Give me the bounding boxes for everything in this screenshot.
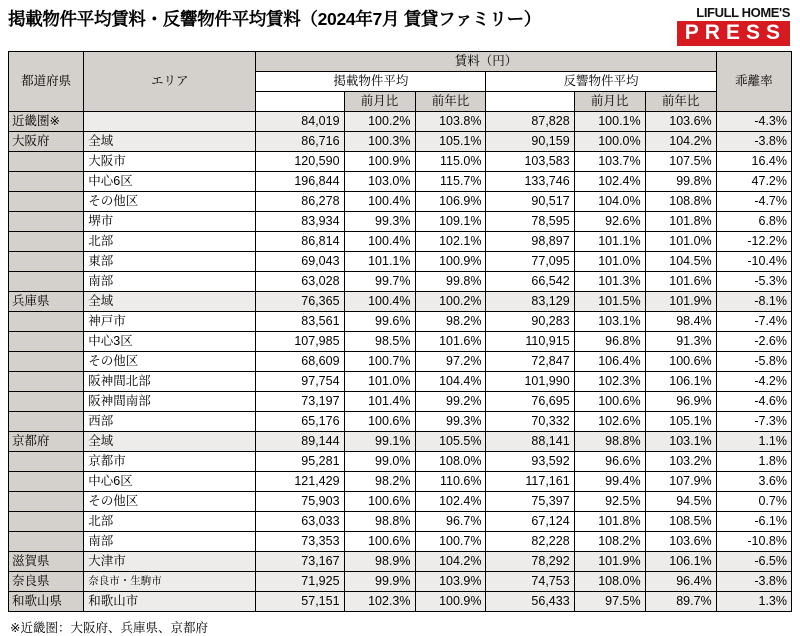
cell-listed: 196,844	[256, 172, 344, 192]
cell-gap: -3.8%	[716, 572, 791, 592]
cell-resp-yoy: 96.9%	[645, 392, 716, 412]
cell-pref	[9, 412, 84, 432]
cell-listed-mom: 101.1%	[344, 252, 415, 272]
cell-listed-yoy: 108.0%	[415, 452, 486, 472]
cell-listed-mom: 99.7%	[344, 272, 415, 292]
cell-gap: 1.3%	[716, 592, 791, 612]
cell-pref	[9, 492, 84, 512]
brand-logo	[677, 6, 792, 46]
logo-line1: LIFULL HOME'S	[696, 5, 790, 20]
cell-resp-yoy: 94.5%	[645, 492, 716, 512]
cell-gap: -5.8%	[716, 352, 791, 372]
cell-listed: 121,429	[256, 472, 344, 492]
table-row	[9, 492, 792, 512]
cell-listed: 71,925	[256, 572, 344, 592]
cell-pref: 滋賀県	[9, 552, 84, 572]
table-row	[9, 432, 792, 452]
th-response-value	[486, 92, 574, 112]
cell-resp-mom: 97.5%	[574, 592, 645, 612]
cell-resp-yoy: 101.6%	[645, 272, 716, 292]
cell-listed: 86,814	[256, 232, 344, 252]
cell-listed: 73,197	[256, 392, 344, 412]
cell-listed-mom: 100.2%	[344, 112, 415, 132]
table-row	[9, 312, 792, 332]
cell-listed-mom: 100.6%	[344, 532, 415, 552]
cell-listed: 73,167	[256, 552, 344, 572]
cell-listed-mom: 99.3%	[344, 212, 415, 232]
cell-gap: 1.1%	[716, 432, 791, 452]
cell-pref	[9, 472, 84, 492]
cell-listed: 65,176	[256, 412, 344, 432]
cell-listed: 63,028	[256, 272, 344, 292]
cell-resp: 78,595	[486, 212, 574, 232]
cell-resp-mom: 100.1%	[574, 112, 645, 132]
cell-resp-mom: 98.8%	[574, 432, 645, 452]
cell-listed: 95,281	[256, 452, 344, 472]
table-row	[9, 212, 792, 232]
cell-listed: 69,043	[256, 252, 344, 272]
cell-resp-mom: 102.6%	[574, 412, 645, 432]
cell-resp-mom: 96.6%	[574, 452, 645, 472]
cell-area: 大阪市	[84, 152, 256, 172]
cell-listed: 84,019	[256, 112, 344, 132]
cell-resp-yoy: 103.6%	[645, 532, 716, 552]
page-title: 掲載物件平均賃料・反響物件平均賃料（2024年7月 賃貸ファミリー）	[8, 9, 541, 29]
cell-resp-mom: 106.4%	[574, 352, 645, 372]
header-bar	[8, 6, 792, 46]
cell-pref	[9, 532, 84, 552]
cell-resp-yoy: 108.8%	[645, 192, 716, 212]
cell-gap: 6.8%	[716, 212, 791, 232]
table-row	[9, 412, 792, 432]
cell-resp: 74,753	[486, 572, 574, 592]
cell-resp: 90,517	[486, 192, 574, 212]
cell-listed-yoy: 100.7%	[415, 532, 486, 552]
cell-listed: 86,716	[256, 132, 344, 152]
cell-listed-yoy: 110.6%	[415, 472, 486, 492]
cell-pref: 兵庫県	[9, 292, 84, 312]
cell-listed: 73,353	[256, 532, 344, 552]
th-area: エリア	[84, 52, 256, 112]
cell-pref	[9, 512, 84, 532]
cell-pref: 奈良県	[9, 572, 84, 592]
cell-listed-mom: 100.3%	[344, 132, 415, 152]
cell-pref: 大阪府	[9, 132, 84, 152]
cell-pref	[9, 352, 84, 372]
cell-gap: -10.4%	[716, 252, 791, 272]
cell-gap: 3.6%	[716, 472, 791, 492]
cell-resp-mom: 96.8%	[574, 332, 645, 352]
cell-resp: 83,129	[486, 292, 574, 312]
cell-resp-yoy: 96.4%	[645, 572, 716, 592]
cell-area: 南部	[84, 272, 256, 292]
cell-area	[84, 112, 256, 132]
cell-resp-yoy: 107.9%	[645, 472, 716, 492]
cell-listed-mom: 99.1%	[344, 432, 415, 452]
cell-area: 京都市	[84, 452, 256, 472]
cell-pref	[9, 192, 84, 212]
cell-resp-mom: 101.0%	[574, 252, 645, 272]
cell-gap: -5.3%	[716, 272, 791, 292]
cell-resp: 67,124	[486, 512, 574, 532]
cell-resp-mom: 103.7%	[574, 152, 645, 172]
cell-gap: -7.4%	[716, 312, 791, 332]
cell-gap: -7.3%	[716, 412, 791, 432]
table-row	[9, 472, 792, 492]
cell-area: その他区	[84, 352, 256, 372]
cell-listed-mom: 100.6%	[344, 492, 415, 512]
cell-resp-mom: 100.0%	[574, 132, 645, 152]
cell-listed-mom: 98.8%	[344, 512, 415, 532]
cell-listed-mom: 98.9%	[344, 552, 415, 572]
cell-resp-yoy: 104.5%	[645, 252, 716, 272]
cell-pref: 和歌山県	[9, 592, 84, 612]
cell-area: 奈良市・生駒市	[84, 572, 256, 592]
cell-area: 中心6区	[84, 172, 256, 192]
cell-listed-yoy: 96.7%	[415, 512, 486, 532]
table-row	[9, 332, 792, 352]
cell-area: 全域	[84, 292, 256, 312]
cell-resp: 76,695	[486, 392, 574, 412]
cell-resp: 87,828	[486, 112, 574, 132]
table-row	[9, 532, 792, 552]
cell-resp: 98,897	[486, 232, 574, 252]
cell-gap: -4.3%	[716, 112, 791, 132]
cell-area: 北部	[84, 232, 256, 252]
cell-gap: -4.7%	[716, 192, 791, 212]
cell-area: 神戸市	[84, 312, 256, 332]
cell-pref	[9, 372, 84, 392]
cell-resp-yoy: 107.5%	[645, 152, 716, 172]
cell-listed: 107,985	[256, 332, 344, 352]
cell-listed-yoy: 99.3%	[415, 412, 486, 432]
cell-resp-yoy: 91.3%	[645, 332, 716, 352]
cell-listed-yoy: 103.9%	[415, 572, 486, 592]
cell-listed-yoy: 115.7%	[415, 172, 486, 192]
table-row	[9, 132, 792, 152]
cell-listed-yoy: 105.1%	[415, 132, 486, 152]
cell-pref	[9, 232, 84, 252]
th-listed-mom: 前月比	[344, 92, 415, 112]
cell-resp: 75,397	[486, 492, 574, 512]
cell-listed-mom: 98.2%	[344, 472, 415, 492]
cell-area: 中心6区	[84, 472, 256, 492]
cell-gap: -4.2%	[716, 372, 791, 392]
cell-listed-mom: 100.7%	[344, 352, 415, 372]
cell-resp-mom: 100.6%	[574, 392, 645, 412]
table-head	[9, 52, 792, 112]
cell-listed-yoy: 103.8%	[415, 112, 486, 132]
cell-listed-yoy: 109.1%	[415, 212, 486, 232]
cell-listed: 57,151	[256, 592, 344, 612]
header-row-1	[9, 52, 792, 72]
cell-listed: 89,144	[256, 432, 344, 452]
cell-resp-yoy: 106.1%	[645, 552, 716, 572]
table-row	[9, 232, 792, 252]
th-response-group: 反響物件平均	[486, 72, 716, 92]
cell-listed: 97,754	[256, 372, 344, 392]
cell-resp-mom: 103.1%	[574, 312, 645, 332]
cell-listed: 63,033	[256, 512, 344, 532]
cell-resp-yoy: 101.8%	[645, 212, 716, 232]
cell-listed-yoy: 104.2%	[415, 552, 486, 572]
cell-resp-mom: 99.4%	[574, 472, 645, 492]
table-row	[9, 292, 792, 312]
cell-listed-mom: 102.3%	[344, 592, 415, 612]
cell-resp-yoy: 98.4%	[645, 312, 716, 332]
cell-listed-yoy: 104.4%	[415, 372, 486, 392]
cell-area: 南部	[84, 532, 256, 552]
cell-listed: 68,609	[256, 352, 344, 372]
cell-gap: 16.4%	[716, 152, 791, 172]
cell-listed-mom: 101.0%	[344, 372, 415, 392]
cell-resp-yoy: 103.2%	[645, 452, 716, 472]
th-gap: 乖離率	[716, 52, 791, 112]
cell-listed-yoy: 106.9%	[415, 192, 486, 212]
table-row	[9, 152, 792, 172]
cell-listed-mom: 98.5%	[344, 332, 415, 352]
cell-listed-yoy: 102.1%	[415, 232, 486, 252]
cell-listed: 83,934	[256, 212, 344, 232]
cell-resp: 72,847	[486, 352, 574, 372]
cell-area: 堺市	[84, 212, 256, 232]
cell-gap: -12.2%	[716, 232, 791, 252]
cell-resp-yoy: 101.0%	[645, 232, 716, 252]
cell-resp-yoy: 99.8%	[645, 172, 716, 192]
table-row	[9, 552, 792, 572]
cell-area: 東部	[84, 252, 256, 272]
cell-area: その他区	[84, 192, 256, 212]
cell-listed-yoy: 105.5%	[415, 432, 486, 452]
table-row	[9, 272, 792, 292]
cell-pref	[9, 252, 84, 272]
cell-resp: 66,542	[486, 272, 574, 292]
cell-resp-mom: 101.3%	[574, 272, 645, 292]
rent-table	[8, 51, 792, 612]
cell-resp: 88,141	[486, 432, 574, 452]
cell-pref	[9, 272, 84, 292]
cell-gap: -6.1%	[716, 512, 791, 532]
table-row	[9, 572, 792, 592]
table-row	[9, 512, 792, 532]
cell-resp: 90,283	[486, 312, 574, 332]
cell-area: 阪神間南部	[84, 392, 256, 412]
cell-listed-yoy: 97.2%	[415, 352, 486, 372]
cell-listed-yoy: 99.8%	[415, 272, 486, 292]
cell-listed-mom: 103.0%	[344, 172, 415, 192]
cell-gap: -10.8%	[716, 532, 791, 552]
cell-pref	[9, 452, 84, 472]
cell-listed-mom: 100.6%	[344, 412, 415, 432]
cell-resp-mom: 101.1%	[574, 232, 645, 252]
cell-gap: -4.6%	[716, 392, 791, 412]
cell-listed-mom: 100.4%	[344, 232, 415, 252]
cell-gap: -6.5%	[716, 552, 791, 572]
cell-area: 大津市	[84, 552, 256, 572]
cell-resp-mom: 101.5%	[574, 292, 645, 312]
cell-pref	[9, 392, 84, 412]
cell-area: その他区	[84, 492, 256, 512]
cell-gap: 47.2%	[716, 172, 791, 192]
cell-listed: 86,278	[256, 192, 344, 212]
table-row	[9, 252, 792, 272]
cell-gap: -8.1%	[716, 292, 791, 312]
logo-line2: PRESS	[677, 21, 790, 46]
cell-pref	[9, 152, 84, 172]
cell-pref	[9, 312, 84, 332]
cell-area: 全域	[84, 132, 256, 152]
cell-pref: 近畿圏※	[9, 112, 84, 132]
table-row	[9, 592, 792, 612]
table-body	[9, 112, 792, 612]
cell-gap: -3.8%	[716, 132, 791, 152]
cell-resp-yoy: 105.1%	[645, 412, 716, 432]
cell-gap: 1.8%	[716, 452, 791, 472]
cell-resp-yoy: 108.5%	[645, 512, 716, 532]
cell-resp-yoy: 89.7%	[645, 592, 716, 612]
cell-listed-mom: 100.9%	[344, 152, 415, 172]
cell-listed-mom: 99.6%	[344, 312, 415, 332]
cell-area: 和歌山市	[84, 592, 256, 612]
cell-listed-yoy: 102.4%	[415, 492, 486, 512]
cell-gap: -2.6%	[716, 332, 791, 352]
th-listed-group: 掲載物件平均	[256, 72, 486, 92]
th-listed-value	[256, 92, 344, 112]
cell-listed-yoy: 100.9%	[415, 252, 486, 272]
cell-pref	[9, 212, 84, 232]
footnote: ※近畿圏：大阪府、兵庫県、京都府	[10, 621, 208, 635]
cell-listed: 83,561	[256, 312, 344, 332]
cell-listed-mom: 100.4%	[344, 292, 415, 312]
cell-resp: 101,990	[486, 372, 574, 392]
cell-resp: 78,292	[486, 552, 574, 572]
cell-resp-mom: 101.8%	[574, 512, 645, 532]
cell-resp-yoy: 103.6%	[645, 112, 716, 132]
cell-area: 西部	[84, 412, 256, 432]
table-row	[9, 112, 792, 132]
table-row	[9, 352, 792, 372]
cell-resp-mom: 92.5%	[574, 492, 645, 512]
cell-resp-mom: 108.0%	[574, 572, 645, 592]
cell-resp-yoy: 101.9%	[645, 292, 716, 312]
cell-resp: 110,915	[486, 332, 574, 352]
cell-resp-mom: 108.2%	[574, 532, 645, 552]
table-row	[9, 392, 792, 412]
cell-resp: 56,433	[486, 592, 574, 612]
cell-listed-mom: 100.4%	[344, 192, 415, 212]
cell-listed: 75,903	[256, 492, 344, 512]
cell-listed-yoy: 98.2%	[415, 312, 486, 332]
cell-resp-yoy: 100.6%	[645, 352, 716, 372]
cell-resp: 82,228	[486, 532, 574, 552]
cell-listed-yoy: 115.0%	[415, 152, 486, 172]
cell-resp-yoy: 106.1%	[645, 372, 716, 392]
cell-resp-mom: 101.9%	[574, 552, 645, 572]
th-pref: 都道府県	[9, 52, 84, 112]
table-row	[9, 452, 792, 472]
th-response-yoy: 前年比	[645, 92, 716, 112]
cell-area: 北部	[84, 512, 256, 532]
cell-area: 全域	[84, 432, 256, 452]
cell-pref	[9, 332, 84, 352]
table-row	[9, 192, 792, 212]
cell-resp: 133,746	[486, 172, 574, 192]
cell-listed: 76,365	[256, 292, 344, 312]
table-row	[9, 372, 792, 392]
cell-area: 中心3区	[84, 332, 256, 352]
cell-listed-yoy: 99.2%	[415, 392, 486, 412]
cell-pref	[9, 172, 84, 192]
cell-resp-yoy: 103.1%	[645, 432, 716, 452]
cell-listed-mom: 101.4%	[344, 392, 415, 412]
cell-listed-mom: 99.9%	[344, 572, 415, 592]
cell-resp: 93,592	[486, 452, 574, 472]
th-rent-group: 賃料（円）	[256, 52, 716, 72]
cell-listed-yoy: 100.9%	[415, 592, 486, 612]
cell-area: 阪神間北部	[84, 372, 256, 392]
cell-listed-yoy: 101.6%	[415, 332, 486, 352]
cell-resp-yoy: 104.2%	[645, 132, 716, 152]
cell-resp: 70,332	[486, 412, 574, 432]
cell-resp-mom: 102.4%	[574, 172, 645, 192]
table-row	[9, 172, 792, 192]
cell-resp-mom: 102.3%	[574, 372, 645, 392]
cell-resp: 77,095	[486, 252, 574, 272]
cell-resp: 117,161	[486, 472, 574, 492]
th-response-mom: 前月比	[574, 92, 645, 112]
cell-listed-yoy: 100.2%	[415, 292, 486, 312]
cell-resp: 90,159	[486, 132, 574, 152]
cell-gap: 0.7%	[716, 492, 791, 512]
th-listed-yoy: 前年比	[415, 92, 486, 112]
cell-pref: 京都府	[9, 432, 84, 452]
cell-resp-mom: 92.6%	[574, 212, 645, 232]
cell-listed: 120,590	[256, 152, 344, 172]
cell-resp: 103,583	[486, 152, 574, 172]
cell-listed-mom: 99.0%	[344, 452, 415, 472]
cell-resp-mom: 104.0%	[574, 192, 645, 212]
